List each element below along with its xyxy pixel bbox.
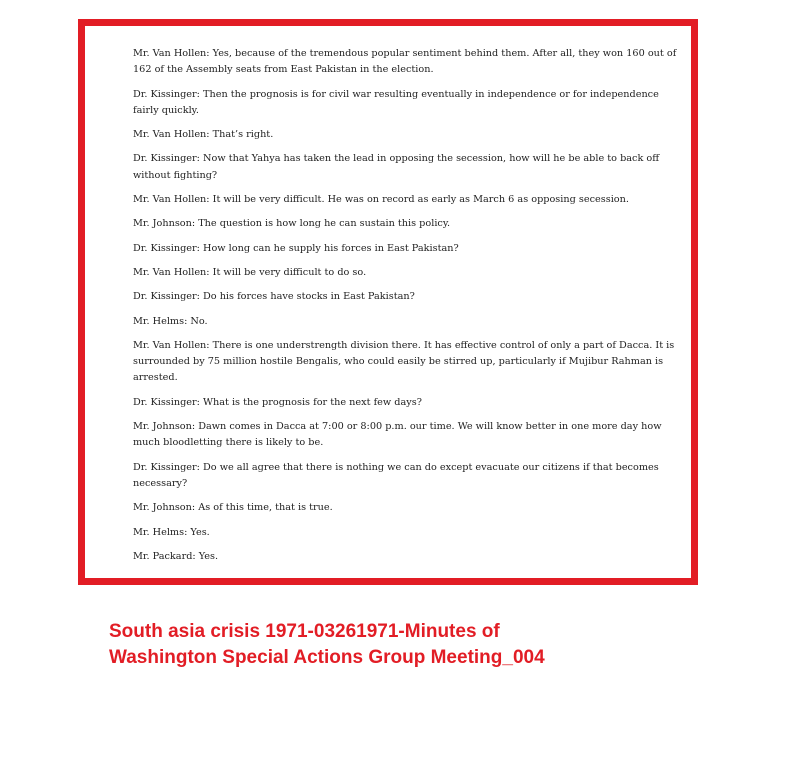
transcript-line: Dr. Kissinger: How long can he supply his forces in East Pakistan? [133,242,459,254]
transcript-line: Mr. Helms: Yes. [133,526,210,538]
transcript-line: Mr. Van Hollen: Yes, because of the tremendous popular sentiment behind them. After all, they won 160 out of 162 of the Assembly seats from East Pakistan in the election. [133,48,677,76]
transcript-line: Mr. Helms: No. [133,315,208,327]
image-caption [109,619,709,671]
caption-line-2: Washington Special Actions Group Meeting_004 [109,647,545,668]
transcript-line: Dr. Kissinger: Do we all agree that there is nothing we can do except evacuate our citizens if that becomes necessary? [133,461,659,489]
caption-line-1: South asia crisis 1971-03261971-Minutes of [109,621,500,642]
document-excerpt-frame [78,19,698,585]
transcript-line: Mr. Van Hollen: That’s right. [133,129,274,141]
transcript-line: Mr. Van Hollen: There is one understrength division there. It has effective control of only a part of Dacca. It is surrounded by 75 million hostile Bengalis, who could easily be stirred up, particularly if Mujibur Rahman is arrested. [133,339,675,384]
transcript-line: Mr. Packard: Yes. [133,550,219,562]
transcript-line: Dr. Kissinger: Now that Yahya has taken the lead in opposing the secession, how will he be able to back off without fighting? [133,153,660,181]
transcript-line: Dr. Kissinger: Do his forces have stocks in East Pakistan? [133,291,415,303]
transcript-line: Dr. Kissinger: Then the prognosis is for civil war resulting eventually in independence or for independence fairly quickly. [133,88,659,116]
meeting-transcript [133,46,681,573]
transcript-line: Mr. Van Hollen: It will be very difficult to do so. [133,266,367,278]
transcript-line: Dr. Kissinger: What is the prognosis for the next few days? [133,396,422,408]
transcript-line: Mr. Van Hollen: It will be very difficult. He was on record as early as March 6 as opposing secession. [133,194,629,206]
transcript-line: Mr. Johnson: The question is how long he can sustain this policy. [133,218,451,230]
transcript-line: Mr. Johnson: As of this time, that is true. [133,502,333,514]
transcript-line: Mr. Johnson: Dawn comes in Dacca at 7:00 or 8:00 p.m. our time. We will know better in one more day how much bloodletting there is likely to be. [133,421,662,449]
